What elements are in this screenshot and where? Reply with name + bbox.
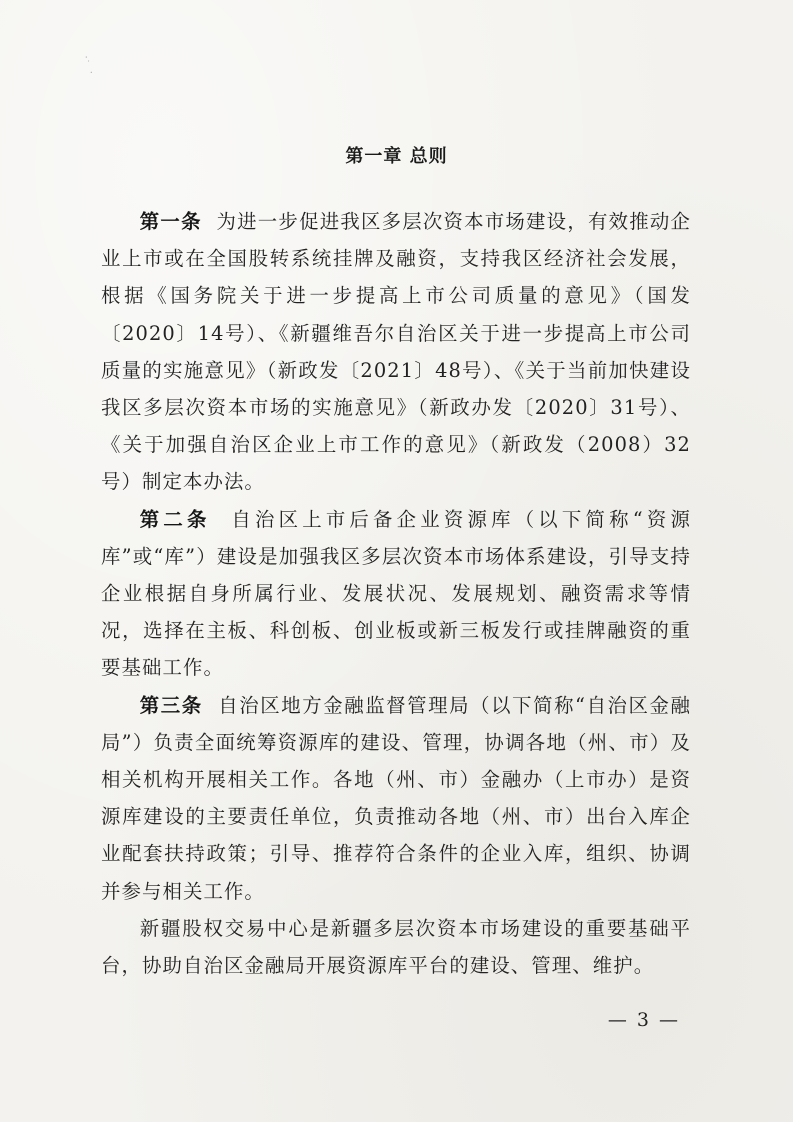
article-1-paragraph: [101, 203, 691, 501]
chapter-title: 第一章 总则: [345, 146, 448, 167]
article-3-continuation-text: 新疆股权交易中心是新疆多层次资本市场建设的重要基础平台，协助自治区金融局开展资源库平台的建设、管理、维护。: [101, 916, 691, 978]
document-body: [101, 203, 691, 984]
article-1-text: 为进一步促进我区多层次资本市场建设，有效推动企业上市或在全国股转系统挂牌及融资，支持我区经济社会发展，根据《国务院关于进一步提高上市公司质量的意见》（国发〔2020〕14号）、《新疆维吾尔自治区关于进一步提高上市公司质量的实施意见》（新政发〔2021〕48号）、《关于当前加快建设我区多层次资本市场的实施意见》（新政办发〔2020〕31号）、《关于加强自治区企业上市工作的意见》（新政发（2008）32号）制定本办法。: [101, 210, 691, 494]
article-2-text: 自治区上市后备企业资源库（以下简称“资源库”或“库”）建设是加强我区多层次资本市场体系建设，引导支持企业根据自身所属行业、发展状况、发展规划、融资需求等情况，选择在主板、科创板、创业板或新三板发行或挂牌融资的重要基础工作。: [101, 507, 691, 680]
page-number: — 3 —: [607, 1009, 680, 1031]
article-2-label: 第二条: [139, 507, 211, 531]
article-3-continuation-paragraph: [101, 910, 691, 984]
article-3-paragraph: [101, 687, 691, 910]
article-2-paragraph: [101, 501, 691, 687]
article-1-label: 第一条: [139, 210, 202, 233]
article-3-text: 自治区地方金融监督管理局（以下简称“自治区金融局”）负责全面统筹资源库的建设、管理，协调各地（州、市）及相关机构开展相关工作。各地（州、市）金融办（上市办）是资源库建设的主要责任单位，负责推动各地（州、市）出台入库企业配套扶持政策；引导、推荐符合条件的企业入库，组织、协调并参与相关工作。: [101, 693, 692, 903]
scan-smudge-mark: · ˙ ·: [83, 52, 95, 79]
article-3-label: 第三条: [139, 693, 203, 717]
